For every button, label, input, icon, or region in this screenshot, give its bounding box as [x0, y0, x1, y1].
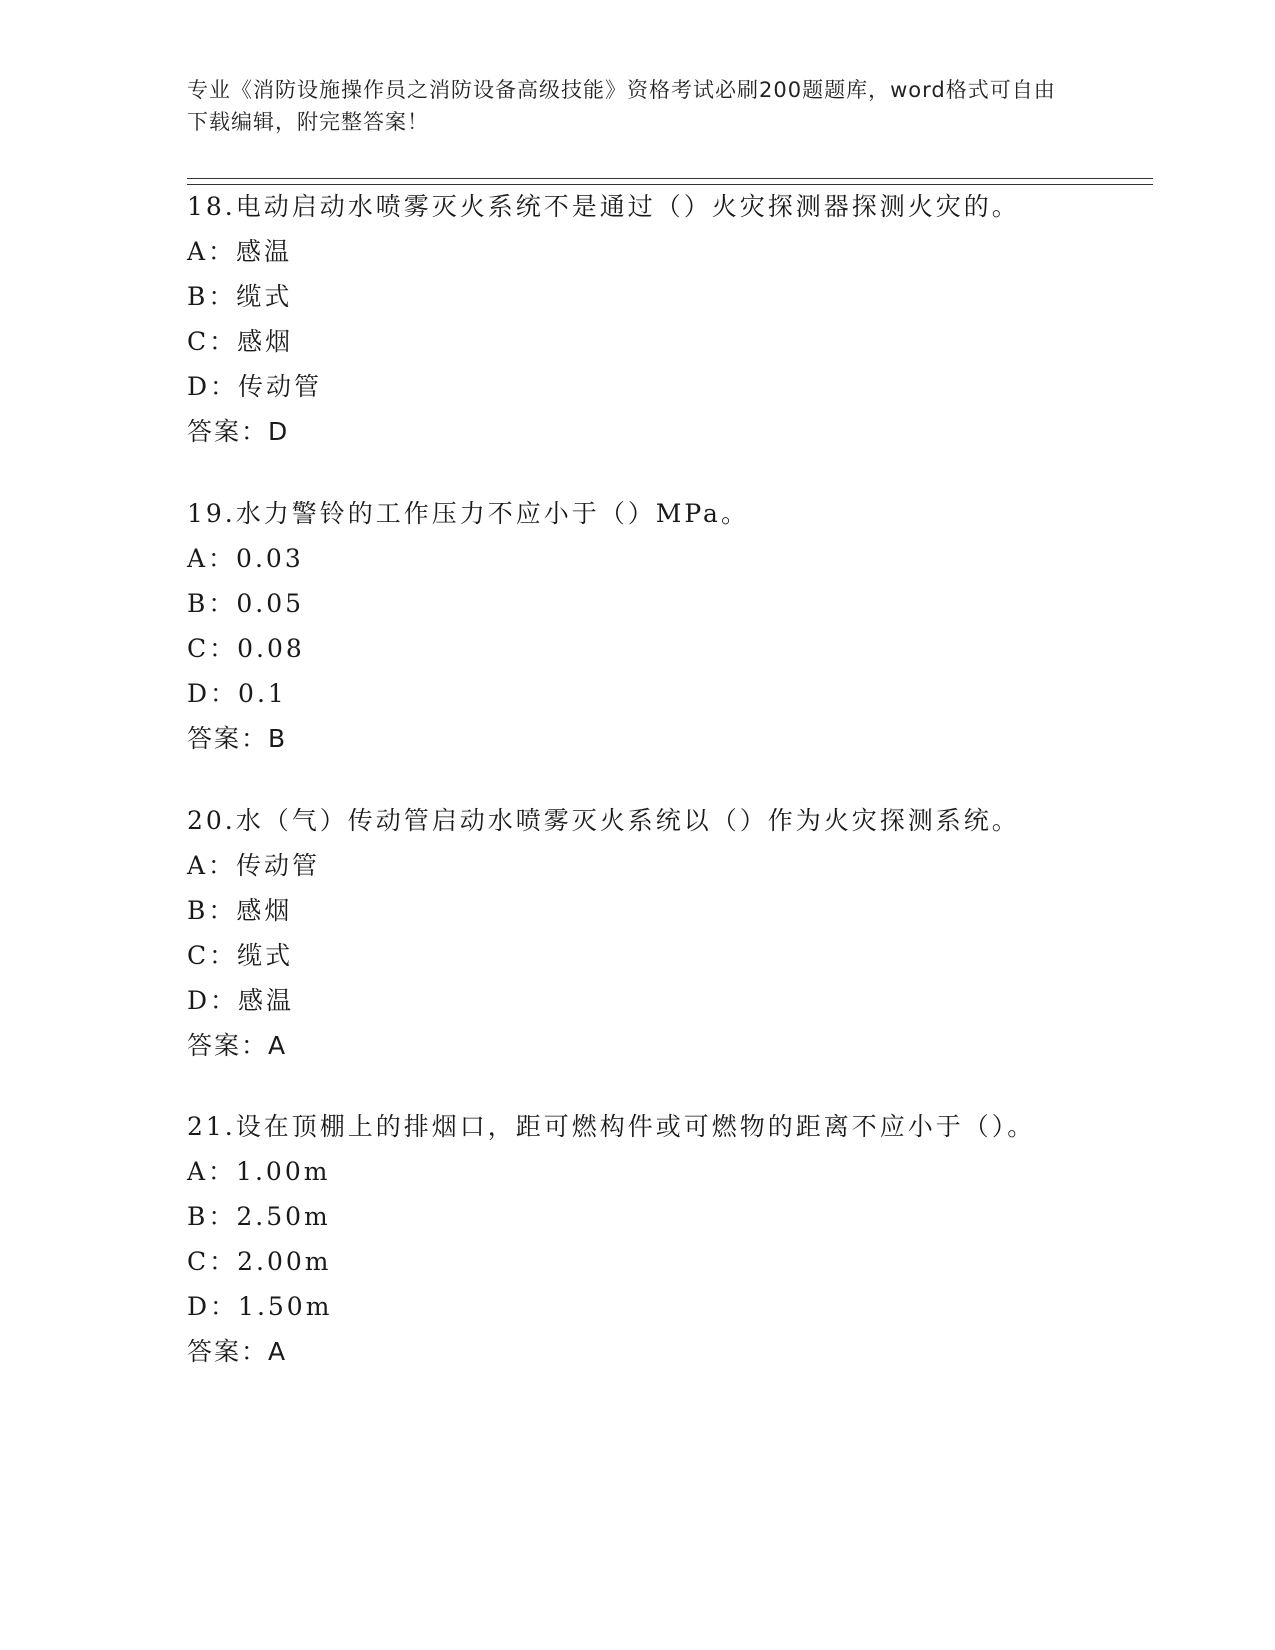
answer-value: A — [268, 1031, 286, 1060]
option-c: C：缆式 — [187, 941, 294, 970]
option-b: B：0.05 — [187, 589, 305, 618]
option-d: D：感温 — [187, 986, 295, 1015]
answer-label: 答案： — [187, 724, 269, 753]
question-18 — [187, 190, 1177, 449]
option-a: A：1.00m — [187, 1157, 331, 1186]
answer-line — [187, 415, 1177, 449]
document-header: 专业《消防设施操作员之消防设备高级技能》资格考试必刷200题题库，word格式可自由下载编辑，附完整答案！ — [187, 78, 1056, 134]
answer-label: 答案： — [187, 1031, 269, 1060]
option-c: C：感烟 — [187, 327, 294, 356]
question-20 — [187, 804, 1177, 1063]
answer-value: B — [268, 724, 286, 753]
answer-line — [187, 1335, 1177, 1369]
question-stem: 19.水力警铃的工作压力不应小于（）MPa。 — [187, 499, 749, 528]
answer-label: 答案： — [187, 417, 269, 446]
option-d: D：传动管 — [187, 372, 323, 401]
option-d: D：0.1 — [187, 679, 287, 708]
question-19 — [187, 497, 1177, 756]
answer-line — [187, 1029, 1177, 1063]
option-c: C：2.00m — [187, 1247, 332, 1276]
option-d: D：1.50m — [187, 1292, 333, 1321]
answer-value: A — [268, 1337, 286, 1366]
question-stem: 18.电动启动水喷雾灭火系统不是通过（）火灾探测器探测火灾的。 — [187, 192, 1020, 221]
option-c: C：0.08 — [187, 634, 305, 663]
option-a: A：感温 — [187, 237, 293, 266]
answer-value: D — [268, 417, 288, 446]
answer-line — [187, 722, 1177, 756]
question-stem: 21.设在顶棚上的排烟口，距可燃构件或可燃物的距离不应小于（）。 — [187, 1112, 1036, 1141]
header-divider-bottom — [187, 184, 1153, 185]
option-b: B：缆式 — [187, 282, 293, 311]
question-21 — [187, 1110, 1177, 1369]
option-b: B：感烟 — [187, 896, 293, 925]
answer-label: 答案： — [187, 1337, 269, 1366]
option-b: B：2.50m — [187, 1202, 331, 1231]
question-stem: 20.水（气）传动管启动水喷雾灭火系统以（）作为火灾探测系统。 — [187, 806, 1020, 835]
header-divider-top — [187, 178, 1153, 179]
option-a: A：传动管 — [187, 851, 321, 880]
option-a: A：0.03 — [187, 544, 304, 573]
